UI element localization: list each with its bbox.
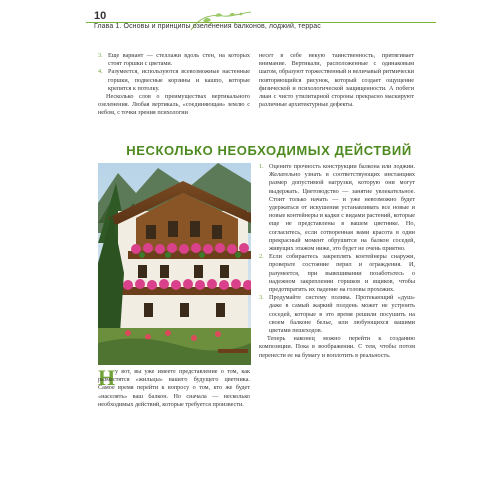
- left-top-column: [98, 52, 250, 118]
- closing-paragraph: Теперь наконец можно перейти к созданию композиции. Пока в воображении. С тем, чтобы потом перенести ее на бумагу и воплотить в реальность.: [259, 335, 415, 359]
- list-text: Продумайте систему полива. Протекающий «душ» даже в самый жаркий полдень может не устроить соседей, которые в это время решили посушить на своем балконе белье, или любующихся вашими цветами пешеходов.: [269, 294, 415, 335]
- body-paragraph: Несколько слов о преимуществах вертикального озеленения. Любая вертикаль, «соединяющая» землю с небом, с точки зрения психологии: [98, 93, 250, 117]
- chapter-title: Глава 1. Основы и принципы озеленения балконов, лоджий, террас: [94, 23, 321, 30]
- header-rule: [86, 22, 436, 23]
- list-text: Разумеется, используются всевозможные настенные горшки, подвесные корзины и кашпо, которые крепятся к потолку.: [108, 68, 250, 92]
- list-item: [98, 52, 250, 68]
- section-heading: НЕСКОЛЬКО НЕОБХОДИМЫХ ДЕЙСТВИЙ: [126, 143, 412, 158]
- options-list: [98, 52, 250, 93]
- list-item: [98, 68, 250, 93]
- intro-text: у вот, вы уже имеете представление о том, как разместятся «жильцы» вашего будущего цветника. Самое время перейти к вопросу о том, кто же будет «населять» ваш балкон. Но сначала — несколько необходимых действий, которые требуется произвести.: [98, 368, 250, 408]
- alpine-house-photo: [98, 163, 251, 365]
- steps-column: [259, 163, 415, 360]
- list-number: 2.: [259, 253, 264, 261]
- intro-paragraph: [98, 365, 250, 409]
- list-number: 1.: [259, 163, 264, 170]
- list-text: Если собираетесь закреплять контейнеры снаружи, проверьте состояние перил и ограждения. И, разумеется, при вывешивании позаботьтесь о надежном закреплении горшков и ящиков, чтобы предотвратить их падение на головы прохожих.: [269, 253, 415, 294]
- drop-cap: Н: [98, 365, 116, 390]
- right-top-column: [259, 52, 414, 109]
- page-header: [94, 10, 424, 38]
- list-item: [259, 294, 415, 335]
- list-text: Еще вариант — стеллажи вдоль стен, на которых стоят горшки с цветами.: [108, 52, 250, 68]
- list-number: 3.: [98, 52, 103, 59]
- body-paragraph: несет в себе некую таинственность, притягивает внимание. Вертикали, расположенные с одинаковым шагом, образуют торжественный и величавый ритмически повторяющийся рисунок, который создает ощущение физической и психологической защищенности. А побеги лиан с чисто утилитарной стороны прекрасно маскируют различные архитектурные дефекты.: [259, 52, 414, 109]
- steps-list: [259, 163, 415, 335]
- list-text: Оцените прочность конструкции балкона или лоджии. Желательно узнать в соответствующих инстанциях размер допустимой нагрузки, которую они могут выдержать. Цветоводство — занятие увлекательное. Стоит только начать — и уже невозможно будет удержаться от искушения устанавливать все новые и новые контейнеры и кадки с видами растений, которые еще не представлены в вашем цветнике. Но, согласитесь, если сотворенная вами красота в один прекрасный момент обрушится на балкон соседей, живущих этажом ниже, это будет не очень приятно.: [269, 163, 415, 253]
- list-number: 3.: [259, 294, 264, 302]
- list-item: [259, 163, 415, 253]
- page-number: 10: [94, 10, 107, 22]
- list-item: [259, 253, 415, 294]
- list-number: 4.: [98, 68, 103, 76]
